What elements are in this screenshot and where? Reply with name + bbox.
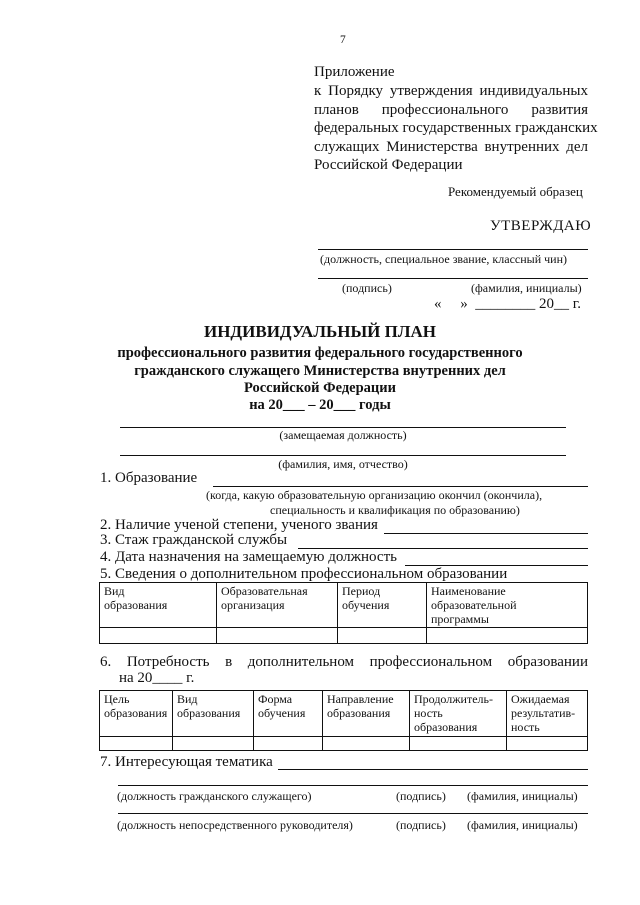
table2-cell[interactable] [173,737,254,751]
page-number: 7 [340,34,346,46]
fio-caption: (фамилия, имя, отчество) [278,457,408,471]
appendix-line-2: планов профессионального развития [314,101,588,118]
manager-signature-caption: (подпись) [396,818,446,832]
appendix-line-4: служащих Министерства внутренних дел [314,138,588,155]
table2-header-row [100,691,588,737]
table1-cell[interactable] [427,628,588,644]
item-7-line-1 [278,769,588,770]
approval-heading: УТВЕРЖДАЮ [490,218,592,234]
table2-header-type: Вид образования [173,691,254,737]
item-7-line-2 [118,785,588,786]
table1-header-period: Период обучения [338,583,427,628]
item-5-additional-education: 5. Сведения о дополнительном профессиональном образовании [100,566,508,582]
item-6-needs-line1: 6. Потребность в дополнительном профессиональном образовании [100,654,588,670]
table2-header-direction: Направление образования [323,691,410,737]
table1-cell[interactable] [100,628,217,644]
item-3-service: 3. Стаж гражданской службы [100,532,288,548]
table1-header-organization: Образовательная организация [217,583,338,628]
item-1-caption-2: специальность и квалификация по образованию) [270,503,520,517]
table2-cell[interactable] [254,737,323,751]
appendix-line-5: Российской Федерации [314,157,463,173]
approval-signature-line [318,278,588,279]
plan-subtitle-2: гражданского служащего Министерства внутренних дел [134,363,506,379]
approval-name-caption: (фамилия, инициалы) [471,281,582,295]
appendix-text [314,82,598,175]
table-additional-education [99,582,588,644]
table2-header-form: Форма обучения [254,691,323,737]
table1-header-row [100,583,588,628]
employee-name-caption: (фамилия, инициалы) [467,789,578,803]
table2-cell[interactable] [410,737,507,751]
employee-position-caption: (должность гражданского служащего) [117,789,312,803]
item-6-needs-line2: на 20____ г. [119,670,195,686]
recommended-sample: Рекомендуемый образец [448,184,583,199]
table2-header-effectiveness: Ожидаемая результатив- ность [507,691,588,737]
approval-date-line: « » ________ 20__ г. [434,296,581,312]
manager-position-caption: (должность непосредственного руководителя) [117,818,353,832]
appendix-line-1: к Порядку утверждения индивидуальных [314,83,588,99]
table2-cell[interactable] [323,737,410,751]
table1-header-type: Вид образования [100,583,217,628]
item-1-line [213,486,588,487]
table1-row [100,628,588,644]
table2-cell[interactable] [507,737,588,751]
table1-cell[interactable] [217,628,338,644]
table2-row [100,737,588,751]
item-4-appointment-date: 4. Дата назначения на замещаемую должность [100,549,397,565]
manager-name-caption: (фамилия, инициалы) [467,818,578,832]
approval-signature-caption: (подпись) [342,281,392,295]
appendix-line-3: федеральных государственных гражданских [314,120,598,136]
approval-position-line [318,249,588,250]
item-1-education: 1. Образование [100,470,198,486]
position-caption: (замещаемая должность) [279,428,407,442]
approval-position-caption: (должность, специальное звание, классный чин) [320,252,568,266]
table2-cell[interactable] [100,737,173,751]
plan-period: на 20___ – 20___ годы [249,397,391,413]
plan-title: ИНДИВИДУАЛЬНЫЙ ПЛАН [203,322,437,341]
appendix-title: Приложение [314,64,395,80]
table2-header-goal: Цель образования [100,691,173,737]
plan-subtitle-3: Российской Федерации [243,380,396,396]
table1-header-program: Наименование образовательной программы [427,583,588,628]
item-1-caption-1: (когда, какую образовательную организацию окончил (окончила), [206,488,543,502]
table2-header-duration: Продолжитель- ность образования [410,691,507,737]
plan-subtitle-1: профессионального развития федерального государственного [117,345,523,361]
employee-signature-caption: (подпись) [396,789,446,803]
table-education-needs [99,690,588,751]
item-2-degree: 2. Наличие ученой степени, ученого звания [100,517,378,533]
manager-line [118,813,588,814]
table1-cell[interactable] [338,628,427,644]
item-2-line [384,533,588,534]
fio-line [120,455,566,456]
item-7-topics: 7. Интересующая тематика [100,754,273,770]
